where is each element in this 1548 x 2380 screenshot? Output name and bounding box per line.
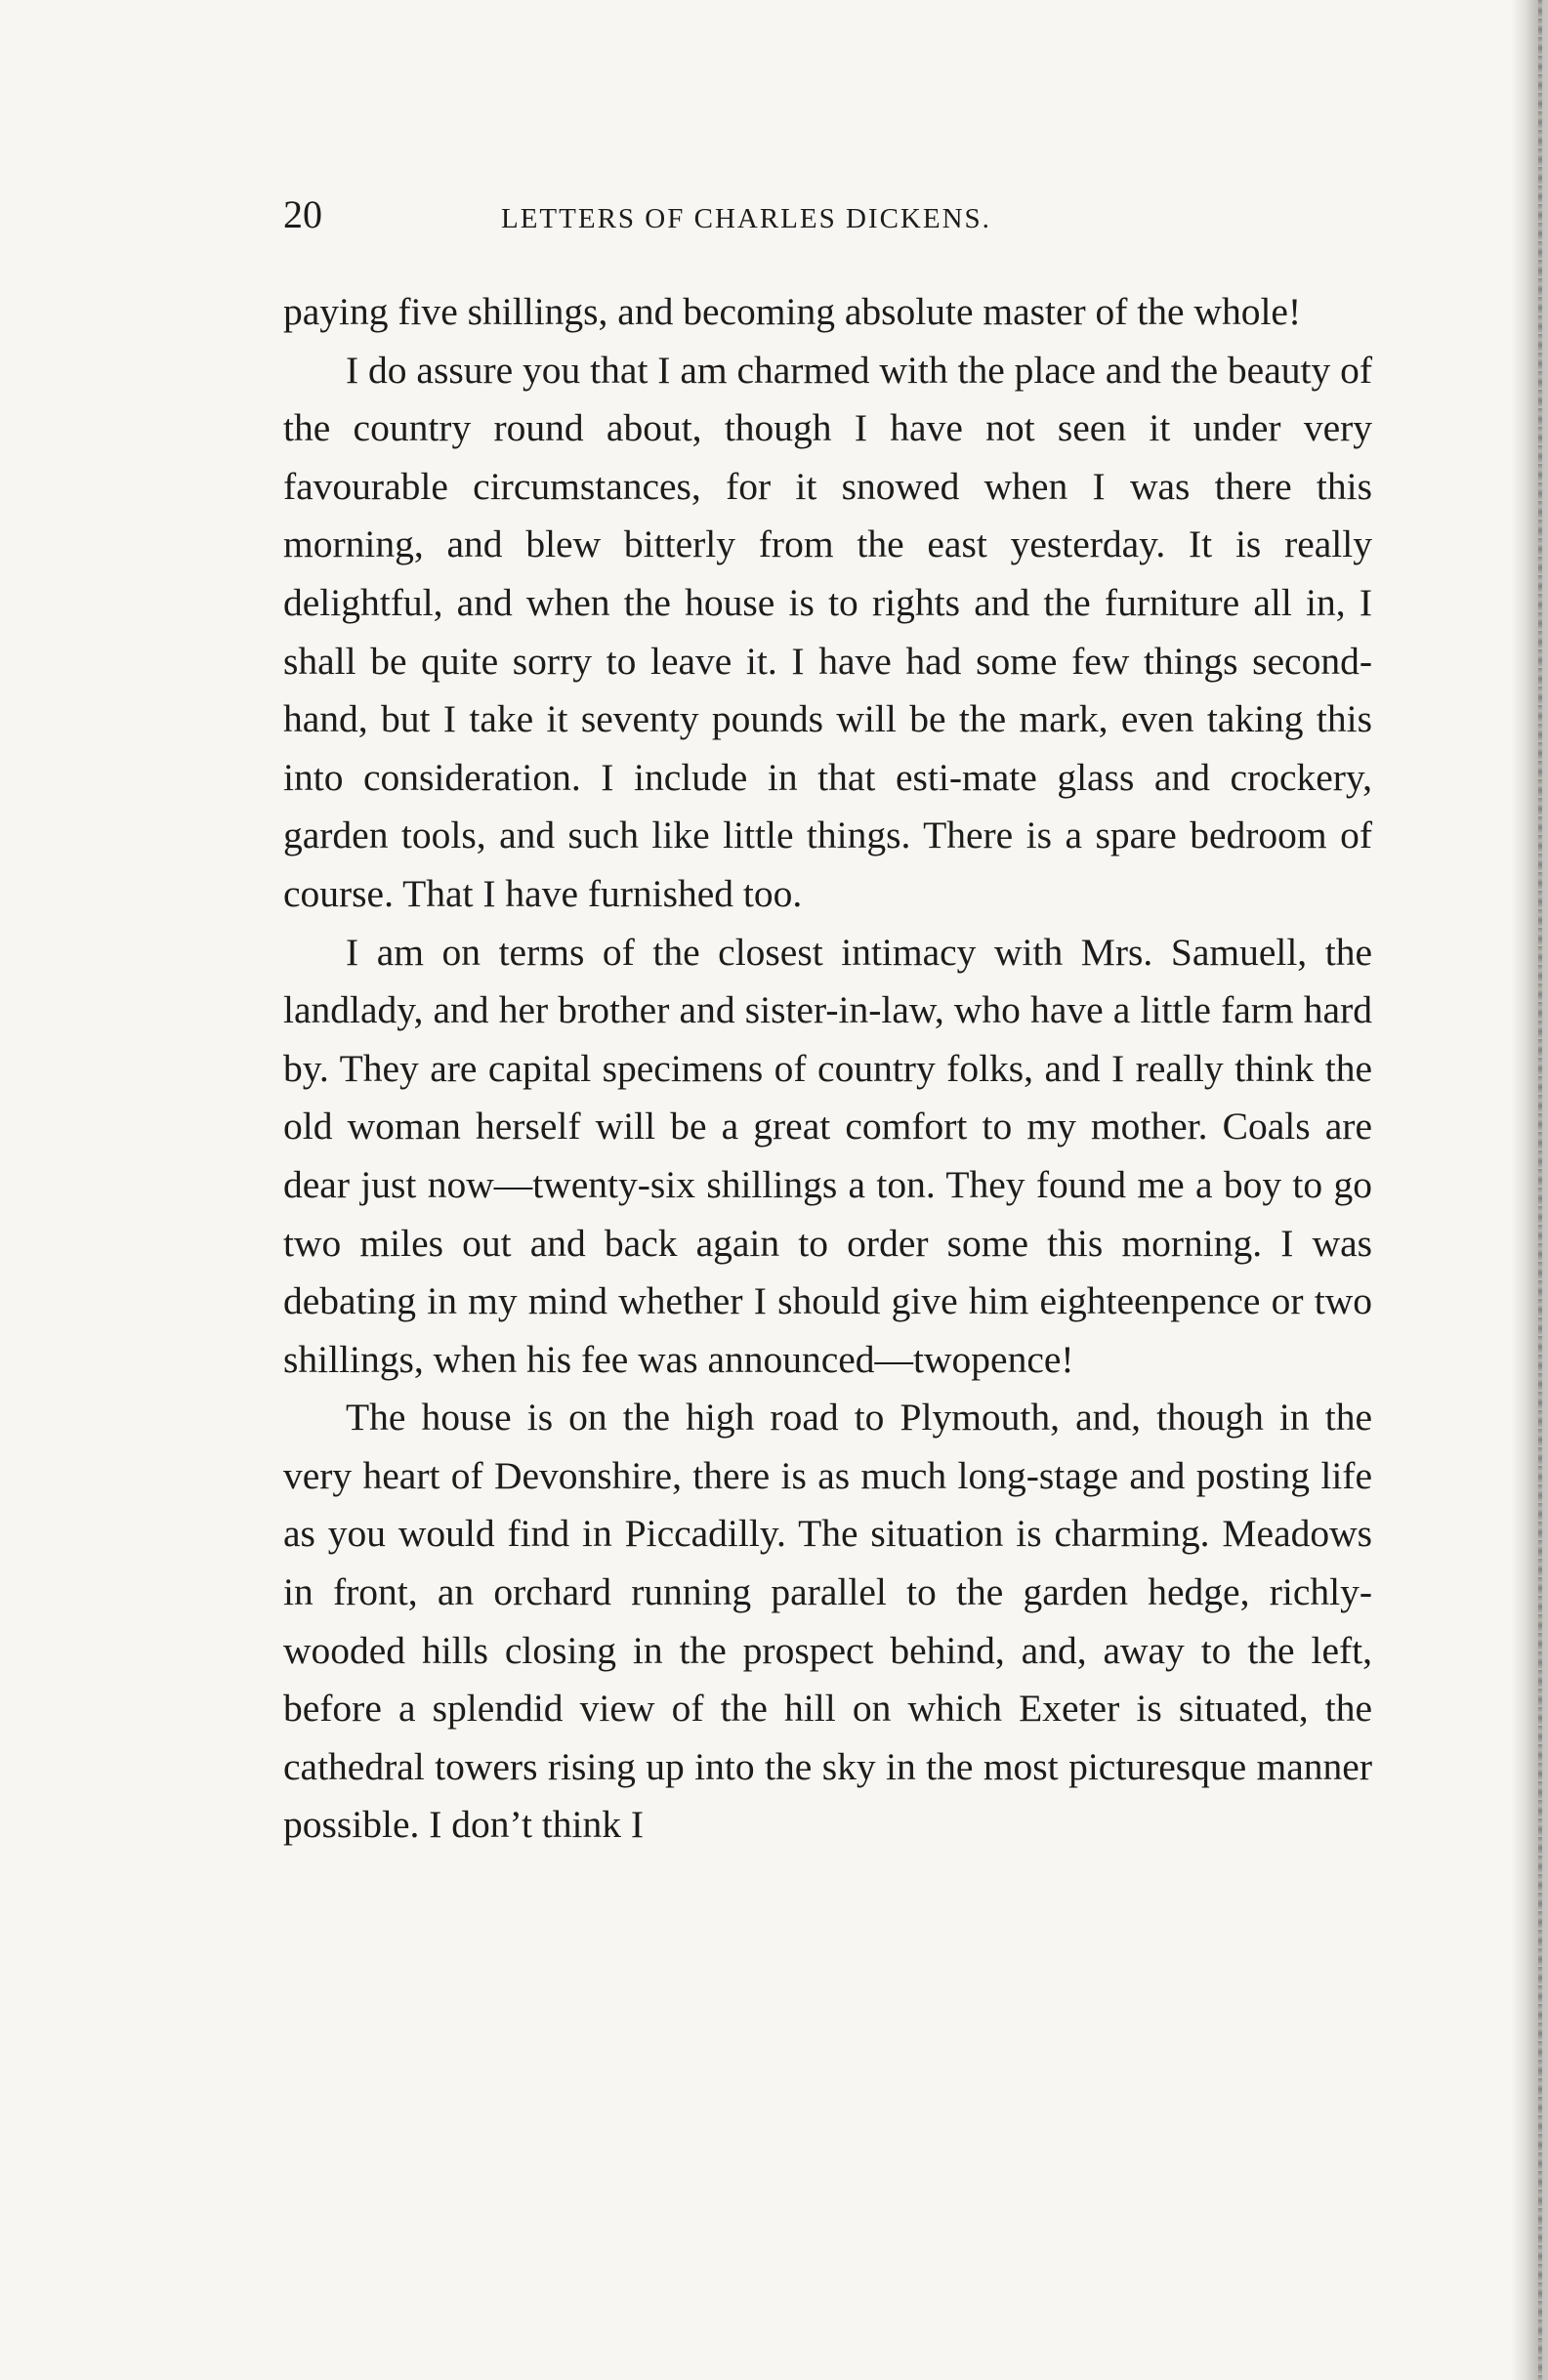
paragraph: I am on terms of the closest intimacy with Mrs. Samuell, the landlady, and her brother and sister-in-law, who have a little farm hard by. They are capital specimens of country folks, and I really think the old woman herself will be a great comfort to my mother. Coals are dear just now—twenty-six shillings a ton. They found me a boy to go two miles out and back again to order some this morning. I was debating in my mind whether I should give him eighteenpence or two shillings, when his fee was announced—twopence! — [283, 930, 1372, 1381]
body-text — [283, 283, 1372, 1855]
paragraph-continued: paying five shillings, and becoming absolute master of the whole! — [283, 290, 1302, 333]
running-title: LETTERS OF CHARLES DICKENS. — [501, 203, 991, 234]
paragraph: I do assure you that I am charmed with the place and the beauty of the country round about, though I have not seen it under very favourable circumstances, for it snowed when I was there this morning, and blew bitterly from the east yesterday. It is really delightful, and when the house is to rights and the furniture all in, I shall be quite sorry to leave it. I have had some few things second-hand, but I take it seventy pounds will be the mark, even taking this into consideration. I include in that esti-mate glass and crockery, garden tools, and such like little things. There is a spare bedroom of course. That I have furnished too. — [283, 348, 1372, 915]
page-number: 20 — [283, 192, 322, 236]
binding-edge-texture — [1538, 0, 1542, 2380]
page-edge-shadow — [1511, 0, 1548, 2380]
running-head — [283, 186, 1372, 244]
paragraph: The house is on the high road to Plymouth, and, though in the very heart of Devonshire, there is as much long-stage and posting life as you would find in Piccadilly. The situation is charming. Meadows in front, an orchard running parallel to the garden hedge, richly-wooded hills closing in the prospect behind, and, away to the left, before a splendid view of the hill on which Exeter is situated, the cathedral towers rising up into the sky in the most picturesque manner possible. I don’t think I — [283, 1396, 1372, 1847]
